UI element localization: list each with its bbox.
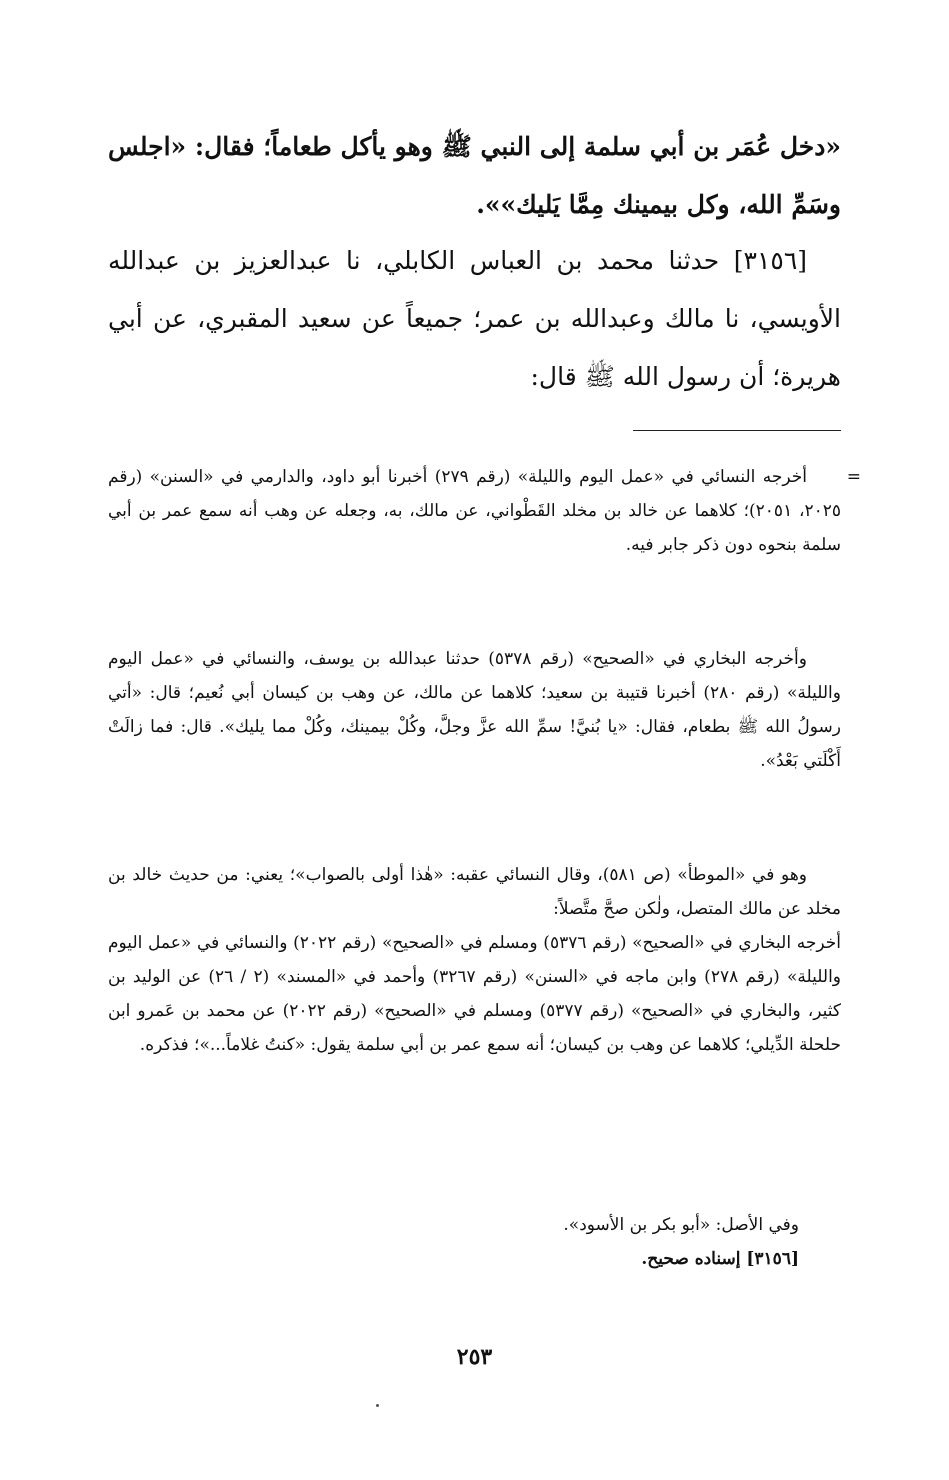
- footnote-text-3: [108, 858, 841, 926]
- hadith-number: [٣١٥٦]: [733, 246, 808, 275]
- hadith-3156: [108, 232, 841, 406]
- footnote-text-4: [108, 926, 841, 1062]
- hadith-isnad-text: حدثنا محمد بن العباس الكابلي، نا عبدالعزيز بن عبدالله الأويسي، نا مالك وعبدالله بن عمر؛ جميعاً عن سعيد المقبري، عن أبي هريرة؛ أن رسول الله ﷺ قال:: [108, 246, 842, 391]
- page-number: ٢٥٣: [456, 1344, 493, 1370]
- continuation-marker: =: [846, 467, 861, 487]
- hadith-intro-paragraph: «دخل عُمَر بن أبي سلمة إلى النبي ﷺ وهو يأكل طعاماً؛ فقال: «اجلس وسَمِّ الله، وكل بيمينك مِمَّا يَليك»».: [108, 132, 841, 219]
- scan-speck: [376, 1404, 379, 1407]
- footnote-text-4-content: أخرجه البخاري في «الصحيح» (رقم ٥٣٧٦) ومسلم في «الصحيح» (رقم ٢٠٢٢) والنسائي في «عمل اليوم والليلة» (رقم ٢٧٨) وابن ماجه في «السنن» (رقم ٣٢٦٧) وأحمد في «المسند» (٢ / ٢٦) عن الوليد بن كثير، والبخاري في «الصحيح» (رقم ٥٣٧٧) ومسلم في «الصحيح» (رقم ٢٠٢٢) عن محمد بن عَمرو ابن حلحلة الدِّيلي؛ كلاهما عن وهب بن كيسان؛ أنه سمع عمر بن أبي سلمة يقول: «كنتُ غلاماً...»؛ فذكره.: [108, 933, 841, 1055]
- hadith-3156-paragraph: [108, 232, 841, 406]
- footnote-text-5: وفي الأصل: «أبو بكر بن الأسود».: [563, 1215, 799, 1235]
- footnote-text-3-content: وهو في «الموطأ» (ص ٥٨١)، وقال النسائي عقبه: «هٰذا أولى بالصواب»؛ يعني: من حديث خالد بن مخلد عن مالك المتصل، ولٰكن صحَّ متَّصلاً:: [108, 865, 841, 919]
- footnote-text-1-content: أخرجه النسائي في «عمل اليوم والليلة» (رقم ٢٧٩) أخبرنا أبو داود، والدارمي في «السنن» (رقم ٢٠٢٥، ٢٠٥١)؛ كلاهما عن خالد بن مخلد القَطْواني، عن مالك، به، وجعله عن وهب أنه سمع عمر بن أبي سلمة بنحوه دون ذكر جابر فيه.: [108, 467, 842, 555]
- footnote-text-2: [108, 642, 841, 778]
- hadith-intro-text: [108, 118, 841, 234]
- footnote-paragraph-5: [108, 1208, 799, 1276]
- footnote-paragraph-3: [108, 858, 841, 1062]
- footnote-paragraph-1: [108, 460, 861, 562]
- footnote-separator: [633, 430, 841, 431]
- footnote-paragraph-2: [108, 642, 841, 778]
- footnote-text-1: [108, 460, 841, 562]
- footnote-text-2-content: وأخرجه البخاري في «الصحيح» (رقم ٥٣٧٨) حدثنا عبدالله بن يوسف، والنسائي في «عمل اليوم والليلة» (رقم ٢٨٠) أخبرنا قتيبة بن سعيد؛ كلاهما عن مالك، عن وهب بن كيسان أبي نُعيم؛ قال: «أتي رسولُ الله ﷺ بطعام، فقال: «يا بُنيَّ! سمِّ الله عزَّ وجلَّ، وكُلْ بيمينك، وكُلْ مما يليك». قال: فما زالَتْ أَكْلَتي بَعْدُ».: [108, 649, 841, 771]
- footnote-isnad-grade: [٣١٥٦] إسناده صحيح.: [641, 1249, 799, 1269]
